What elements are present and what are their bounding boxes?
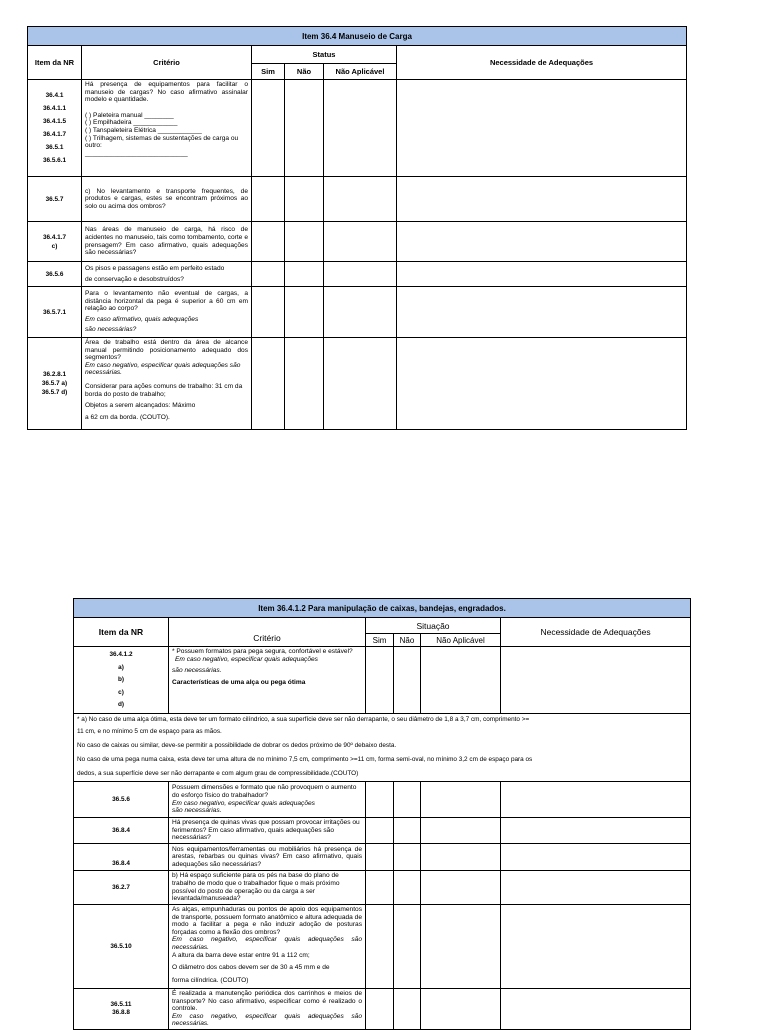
status-nao-cell[interactable] [285,262,324,287]
necessidade-cell[interactable] [501,844,691,871]
status-sim-cell[interactable] [366,782,394,818]
criterio-text: a 62 cm da borda. (COUTO). [85,413,170,421]
item-nr: 36.5.11 [110,1000,132,1008]
table-row [28,177,687,222]
status-nao-cell[interactable] [394,871,421,905]
necessidade-cell[interactable] [397,222,687,262]
criterio-text: A altura da barra deve estar entre 91 a 112 cm; [172,951,310,959]
necessidade-cell[interactable] [501,871,691,905]
table-row [28,287,687,338]
item-nr: b) [117,676,125,683]
status-nao-cell[interactable] [394,647,421,714]
item-nr-cell [74,818,169,844]
table-row [28,222,687,262]
item-nr: 36.5.7 a) [41,380,68,387]
criterio-text: Os pisos e passagens estão em perfeito estado [85,265,225,272]
item-nr-cell [74,905,169,989]
item-nr: 36.4.1 [45,92,64,99]
criterio-text: Possuem dimensões e formato que não provoquem o aumento do esforço físico do trabalhador? [172,784,357,799]
item-nr-cell [28,262,82,287]
criterio-text: Considerar para ações comuns de trabalho: 31 cm da borda do posto de trabalho; [85,382,243,398]
criterio-text: Nas áreas de manuseio de carga, há risco de acidentes no manuseio, tais como tombamento, corte e prensagem? Em caso afirmativo, quais adequações são necessárias? [85,226,248,257]
item-nr: 36.5.6 [45,270,64,278]
item-nr: d) [117,701,125,708]
necessidade-cell[interactable] [397,262,687,287]
status-na-cell[interactable] [421,871,501,905]
item-nr-cell [28,287,82,338]
item-nr-cell [28,222,82,262]
col-header-item-nr: Item da NR [74,618,169,647]
criterio-text: Em caso negativo, especificar quais adequações são necessárias. [172,936,362,951]
item-nr: a) [118,663,124,671]
item-nr: 36.4.1.7 [42,233,67,241]
col-header-sim: Sim [252,64,285,80]
item-nr: 36.2.8.1 [42,371,67,378]
note-text: No caso de uma pega numa caixa, esta deve ter uma altura de no mínimo 7,5 cm, comprimento >=11 cm, forma semi-oval, no mínimo 3,2 cm de espaço para os [77,756,533,763]
status-na-cell[interactable] [421,647,501,714]
note-text: dedos, a sua superfície deve ser não derrapante e com algum grau de compressibilidade.(COUTO) [77,770,359,777]
criterio-cell [169,905,366,989]
status-sim-cell[interactable] [366,844,394,871]
criterio-text: ( ) Tanspaleteira Elétrica ____________ [85,126,202,134]
table-title: Item 36.4.1.2 Para manipulação de caixas, bandejas, engradados. [74,599,691,618]
necessidade-cell[interactable] [501,818,691,844]
col-header-criterio: Critério [169,618,366,647]
necessidade-cell[interactable] [501,989,691,1030]
criterio-cell [82,177,252,222]
status-nao-cell[interactable] [394,905,421,989]
col-header-nao: Não [394,634,421,647]
col-header-criterio: Critério [82,46,252,80]
criterio-cell [169,782,366,818]
item-nr: 36.5.1 [45,144,64,151]
status-nao-cell[interactable] [394,782,421,818]
status-nao-cell[interactable] [285,80,324,177]
status-sim-cell[interactable] [252,80,285,177]
item-nr-cell [28,80,82,177]
item-nr: 36.8.4 [112,827,130,834]
status-nao-cell[interactable] [285,177,324,222]
criterio-text: são necessárias. [172,807,222,815]
criterio-cell [82,262,252,287]
manuseio-carga-table [27,26,687,430]
item-nr: 36.5.6 [112,796,130,803]
item-nr: 36.4.1.7 [42,131,67,138]
status-sim-cell[interactable] [252,262,285,287]
criterio-cell [82,338,252,430]
necessidade-cell[interactable] [501,905,691,989]
criterio-text: c) No levantamento e transporte frequentes, de produtos e cargas, estes se encontram próximos ao solo ou acima dos ombros? [85,187,248,210]
status-na-cell[interactable] [421,782,501,818]
item-nr: c) [118,688,124,696]
note-text: * a) No caso de uma alça ótima, esta deve ter um formato cilíndrico, a sua superfície deve ser não derrapante, o seu diâmetro de 1,8 a 3,7 cm, comprimento >= [77,716,530,723]
status-nao-cell[interactable] [394,989,421,1030]
alca-note [74,714,691,782]
table-row [74,818,691,844]
status-sim-cell[interactable] [366,818,394,844]
criterio-text: forma cilíndrica. (COUTO) [172,976,249,984]
col-header-necessidade: Necessidade de Adequações [397,46,687,80]
item-nr: 36.4.1.5 [42,118,67,125]
criterio-text: Em caso negativo, especificar quais adequações são necessárias. [172,1012,362,1028]
criterio-text: Há presença de quinas vivas que possam provocar irritações ou ferimentos? Em caso afirmativo, quais adequações são necessárias? [172,819,360,842]
status-na-cell[interactable] [324,262,397,287]
item-nr-cell [28,177,82,222]
item-nr: 36.4.1.2 [109,651,133,658]
status-sim-cell[interactable] [366,647,394,714]
col-header-nao-aplicavel: Não Aplicável [324,64,397,80]
status-sim-cell[interactable] [366,905,394,989]
status-sim-cell[interactable] [252,177,285,222]
criterio-text: Em caso negativo, especificar quais adequações são necessárias. [85,361,241,377]
note-text: No caso de caixas ou similar, deve-se permitir a possibilidade de dobrar os dedos próximo de 90º debaixo desta. [77,742,397,749]
criterio-cell [169,818,366,844]
criterio-cell [169,871,366,905]
item-nr: 36.8.8 [112,1008,130,1016]
criterio-text: Objetos a serem alcançados: Máximo [85,402,196,410]
status-na-cell[interactable] [324,177,397,222]
criterio-text: Área de trabalho está dentro da área de alcance manual permitindo posicionamento adequado dos segmentos? [85,339,248,362]
item-nr-cell [74,989,169,1030]
criterio-text: ( ) Paleteira manual ________ [85,111,174,119]
item-nr: 36.5.6.1 [42,157,67,164]
col-header-sim: Sim [366,634,394,647]
col-header-nao-aplicavel: Não Aplicável [421,634,501,647]
status-na-cell[interactable] [421,818,501,844]
necessidade-cell[interactable] [397,338,687,430]
status-na-cell[interactable] [324,222,397,262]
criterio-text: É realizada a manutenção periódica dos carrinhos e meios de transporte? No caso afirmativo, especificar como é realizado o controle. [172,990,362,1013]
status-na-cell[interactable] [421,989,501,1030]
item-nr: 36.5.7 [45,195,64,203]
necessidade-cell[interactable] [501,647,691,714]
criterio-text: Em caso negativo, especificar quais adequações [175,655,318,663]
table-row [28,80,687,177]
necessidade-cell[interactable] [501,782,691,818]
status-nao-cell[interactable] [285,287,324,338]
note-text: 11 cm, e no mínimo 5 cm de espaço para as mãos. [77,728,222,735]
criterio-text: ____________________________ [85,149,188,157]
table-row [74,905,691,989]
table-row [28,338,687,430]
col-header-item-nr: Item da NR [28,46,82,80]
criterio-text: de conservação e desobstruídos? [85,276,184,283]
status-nao-cell[interactable] [285,222,324,262]
status-sim-cell[interactable] [366,871,394,905]
criterio-text: b) Há espaço suficiente para os pés na base do plano de trabalho de modo que o trabalhador fique o mais próximo possível do posto de operação ou da carga a ser levantada/manuseada? [172,872,340,903]
table-row [74,647,691,714]
table-row [74,989,691,1030]
criterio-cell [82,287,252,338]
criterio-text: Nos equipamentos/ferramentas ou mobiliários há presença de arestas, rebarbas ou quinas vivas? Em caso afirmativo, quais adequações são necessárias? [172,845,362,868]
criterio-cell [82,222,252,262]
item-nr: 36.5.7 d) [41,389,68,396]
item-nr: c) [51,242,58,250]
item-nr-cell [74,844,169,871]
criterio-text: Há presença de equipamentos para facilitar o manuseio de cargas? No caso afirmativo assinalar modelo e quantidade. [85,81,248,104]
criterio-cell [169,989,366,1030]
necessidade-cell[interactable] [397,287,687,338]
criterio-text: ( ) Empilhadeira ____________ [85,119,178,127]
status-na-cell[interactable] [324,338,397,430]
criterio-text: são necessárias. [172,667,222,675]
manipulacao-caixas-table [73,598,691,1030]
col-header-status: Status [252,46,397,64]
criterio-text: Características de uma alça ou pega ótima [172,678,306,686]
status-nao-cell[interactable] [394,844,421,871]
table-row [28,262,687,287]
col-header-necessidade: Necessidade de Adequações [501,618,691,647]
status-na-cell[interactable] [324,80,397,177]
status-sim-cell[interactable] [252,287,285,338]
item-nr: 36.5.7.1 [42,308,67,316]
criterio-text: Em caso negativo, especificar quais adequações [172,799,315,807]
status-nao-cell[interactable] [394,818,421,844]
item-nr: 36.2.7 [112,884,130,891]
status-sim-cell[interactable] [366,989,394,1030]
status-sim-cell[interactable] [252,222,285,262]
criterio-text: O diâmetro dos cabos devem ser de 30 a 45 mm e de [172,964,330,972]
col-header-situacao: Situação [366,618,501,634]
status-na-cell[interactable] [324,287,397,338]
criterio-cell [82,80,252,177]
table-title: Item 36.4 Manuseio de Carga [28,27,687,46]
item-nr-cell [28,338,82,430]
note-row [74,714,691,782]
criterio-cell [169,647,366,714]
necessidade-cell[interactable] [397,177,687,222]
table-row [74,871,691,905]
criterio-text: As alças, empunhaduras ou pontos de apoio dos equipamentos de transporte, possuem formato anatômico e altura adequada de modo a facilitar a pega e não induzir adoção de posturas forçadas como a flexão dos ombros? [172,906,362,936]
item-nr-cell [74,647,169,714]
item-nr-cell [74,871,169,905]
item-nr: 36.8.4 [112,860,130,867]
status-na-cell[interactable] [421,844,501,871]
criterio-text: são necessárias? [85,326,137,334]
status-sim-cell[interactable] [252,338,285,430]
col-header-nao: Não [285,64,324,80]
item-nr: 36.5.10 [110,943,132,950]
criterio-text: ( ) Trilhagem, sistemas de sustentações de carga ou outro: [85,134,239,150]
status-nao-cell[interactable] [285,338,324,430]
criterio-text: Em caso afirmativo, quais adequações [85,315,199,323]
criterio-text: Para o levantamento não eventual de cargas, a distância horizontal da pega é superior a 60 cm em relação ao corpo? [85,290,248,313]
table-row [74,782,691,818]
item-nr-cell [74,782,169,818]
item-nr: 36.4.1.1 [42,105,67,112]
necessidade-cell[interactable] [397,80,687,177]
criterio-cell [169,844,366,871]
table-row [74,844,691,871]
criterio-text: * Possuem formatos para pega segura, confortável e estável? [172,648,353,655]
status-na-cell[interactable] [421,905,501,989]
